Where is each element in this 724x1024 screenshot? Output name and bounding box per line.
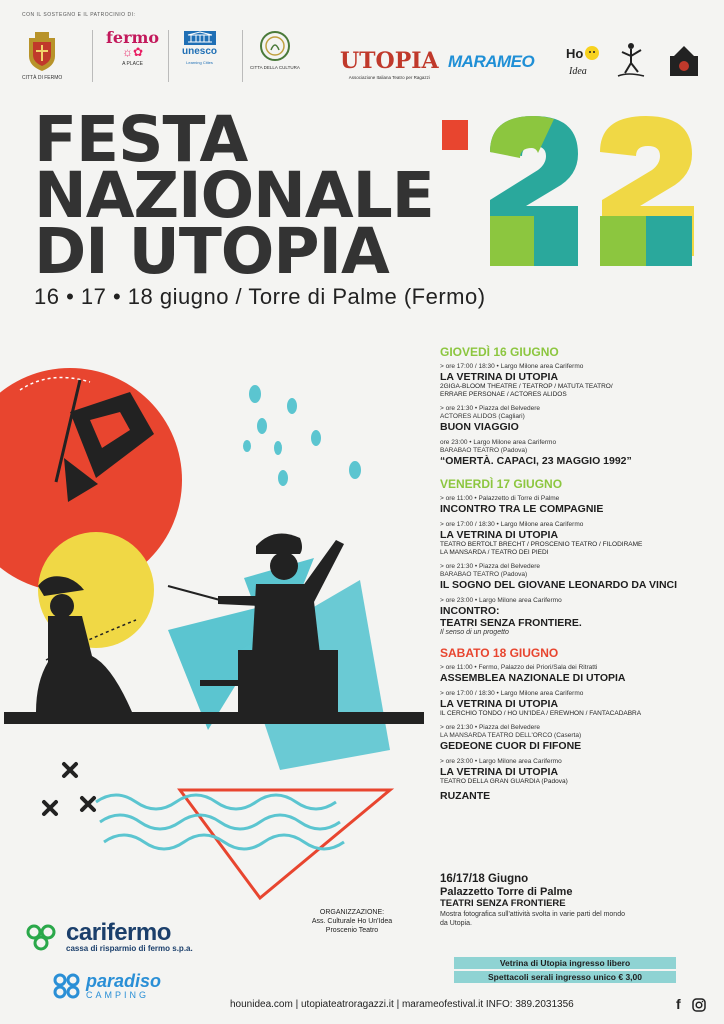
event-title: LA VETRINA DI UTOPIA [440,529,559,541]
festival-dates: 16 • 17 • 18 giugno / Torre di Palme (Fermo) [34,284,486,309]
title-line-1: FESTA [34,103,248,176]
year-22-graphic [440,112,700,272]
event-meta: > ore 21:30 • Piazza del Belvedere BARABAO TEATRO (Padova) [440,563,541,578]
carifermo-logo [24,919,193,953]
carifermo-wordmark: carifermo [66,919,171,946]
carifermo-subtitle: cassa di risparmio di fermo s.p.a. [66,944,193,953]
event-title: LA VETRINA DI UTOPIA [440,371,559,383]
event-title: LA VETRINA DI UTOPIA [440,698,559,710]
organization-line-1: Ass. Culturale Ho Un'Idea [311,918,393,925]
event-meta: > ore 23:00 • Largo Milone area Carifermo [440,597,562,604]
event-item [440,664,722,684]
event-note: Il senso di un progetto [440,629,509,636]
teatro-logo [668,42,700,78]
event-title: “OMERTÀ. CAPACI, 23 MAGGIO 1992” [440,455,632,467]
event-meta: > ore 21:30 • Piazza del Belvedere ACTORES ALIDOS (Cagliari) [440,405,541,420]
event-meta: ore 23:00 • Largo Milone area Carifermo BARABAO TEATRO (Padova) [440,439,557,454]
program-schedule [440,345,722,808]
event-item [440,563,722,591]
event-companies: 2GIGA-BLOOM THEATRE / TEATROP / MATUTA TEATRO/ ERRARE PERSONAE / ACTORES ALIDOS [440,383,613,398]
waves-shape [96,795,344,849]
unesco-logo [182,30,217,65]
fermo-mark-icon: ☼✿ [122,45,144,59]
x-marks-shape [44,764,94,814]
organization-line-2: Proscenio Teatro [325,927,379,934]
event-title: ASSEMBLEA NAZIONALE DI UTOPIA [440,672,626,684]
organization-label: ORGANIZZAZIONE: [319,909,385,916]
instagram-icon[interactable] [692,998,706,1012]
unesco-temple-icon [183,30,217,46]
event-title: GEDEONE CUOR DI FIFONE [440,740,582,752]
facebook-icon[interactable]: f [676,996,681,1012]
day-heading-18: SABATO 18 GIUGNO [440,646,559,660]
paradiso-subtitle: CAMPING [86,990,150,1000]
event-meta: > ore 23:00 • Largo Milone area Carifermo [440,758,562,765]
title-line-3: DI UTOPIA [34,215,389,288]
exhibition-place: Palazzetto Torre di Palme [440,886,573,898]
utopia-wordmark: UTOPIA [340,48,439,74]
logo-caption: CITTA DELLA CULTURA [250,65,300,70]
event-item [440,495,722,515]
fermo-wordmark: fermo [106,28,160,47]
event-meta: > ore 17:00 / 18:30 • Largo Milone area Carifermo [440,363,584,370]
event-meta: > ore 21:30 • Piazza del Belvedere LA MANSARDA TEATRO DELL'ORCO (Caserta) [440,724,582,739]
support-text: CON IL SOSTEGNO E IL PATROCINIO DI: [22,12,136,18]
exhibition-dates: 16/17/18 Giugno [440,873,529,885]
coat-of-arms-icon [25,30,59,72]
event-meta: > ore 11:00 • Fermo, Palazzo dei Priori/Sala dei Ritratti [440,664,598,671]
exhibition-block [440,873,722,928]
event-item [440,405,722,433]
event-item [440,758,722,802]
event-title: INCONTRO TRA LE COMPAGNIE [440,503,604,515]
title-line-2: NAZIONALE [34,159,434,232]
event-title: IL SOGNO DEL GIOVANE LEONARDO DA VINCI [440,579,678,591]
lightbulb-face-icon [566,44,600,78]
logo-caption: CITTÀ DI FERMO [22,75,63,81]
unesco-wordmark: unesco [182,46,218,57]
exhibition-description: Mostra fotografica sull'attività svolta in varie parti del mondo da Utopia. [440,911,625,927]
event-meta: > ore 17:00 / 18:30 • Largo Milone area Carifermo [440,690,584,697]
citta-cultura-logo [250,30,300,70]
utopia-logo [340,50,439,80]
ho-un-idea-logo [566,44,600,78]
water-drops-shape [243,385,361,486]
event-item [440,439,722,467]
stage-illustration [0,350,440,910]
paradiso-wordmark: paradiso [86,971,162,991]
day-heading-16: GIOVEDÌ 16 GIUGNO [440,345,559,359]
logo-divider [168,30,169,82]
event-item [440,521,722,557]
unesco-caption: Learning Cities [186,60,213,65]
paradiso-camping-logo [52,972,161,1000]
seal-icon [259,30,291,62]
marameo-wordmark: MARAMEO [448,52,535,71]
proscenio-logo [614,40,648,80]
exhibition-name: TEATRI SENZA FRONTIERE [440,898,566,909]
theatre-mask-icon [668,42,700,78]
event-item [440,363,722,399]
logo-caption: A PLACE [122,61,143,67]
paradiso-rings-icon [52,972,82,1000]
ticket-price-banner: Spettacoli serali ingresso unico € 3,00 [454,971,676,983]
marameo-logo [448,52,534,72]
event-title: LA VETRINA DI UTOPIA [440,766,559,778]
fermo-place-logo [106,30,159,67]
event-title: INCONTRO: TEATRI SENZA FRONTIERE. [440,605,582,629]
citta-di-fermo-logo [22,30,62,81]
svg-text:Ho: Ho [566,46,584,61]
event-meta: > ore 17:00 / 18:30 • Largo Milone area Carifermo [440,521,584,528]
event-companies: IL CERCHIO TONDO / HO UN'IDEA / EREWHON / FANTACADABRA [440,710,642,717]
logo-divider [242,30,243,82]
carifermo-flower-icon [24,923,62,953]
event-companies: TEATRO BERTOLT BRECHT / PROSCENIO TEATRO / FILODIRAME LA MANSARDA / TEATRO DEI PIEDI [440,541,643,556]
event-meta: > ore 11:00 • Palazzetto di Torre di Palme [440,495,560,502]
event-item [440,690,722,718]
day-heading-17: VENERDÌ 17 GIUGNO [440,477,563,491]
event-item [440,597,722,636]
event-companies: TEATRO DELLA GRAN GUARDIA (Padova) [440,778,568,785]
footer-links: hounidea.com | utopiateatroragazzi.it | marameofestival.it INFO: 389.2031356 [230,999,574,1010]
free-entry-banner: Vetrina di Utopia ingresso libero [454,957,676,969]
svg-text:Idea: Idea [569,66,587,77]
event-item [440,724,722,752]
logo-divider [92,30,93,82]
organization-block [292,908,412,935]
festival-title [34,103,434,288]
dancer-icon [614,40,648,80]
event-title: BUON VIAGGIO [440,421,519,433]
logo-caption: Associazione Italiana Teatro per Ragazzi [348,75,430,80]
event-show-title: RUZANTE [440,790,491,802]
